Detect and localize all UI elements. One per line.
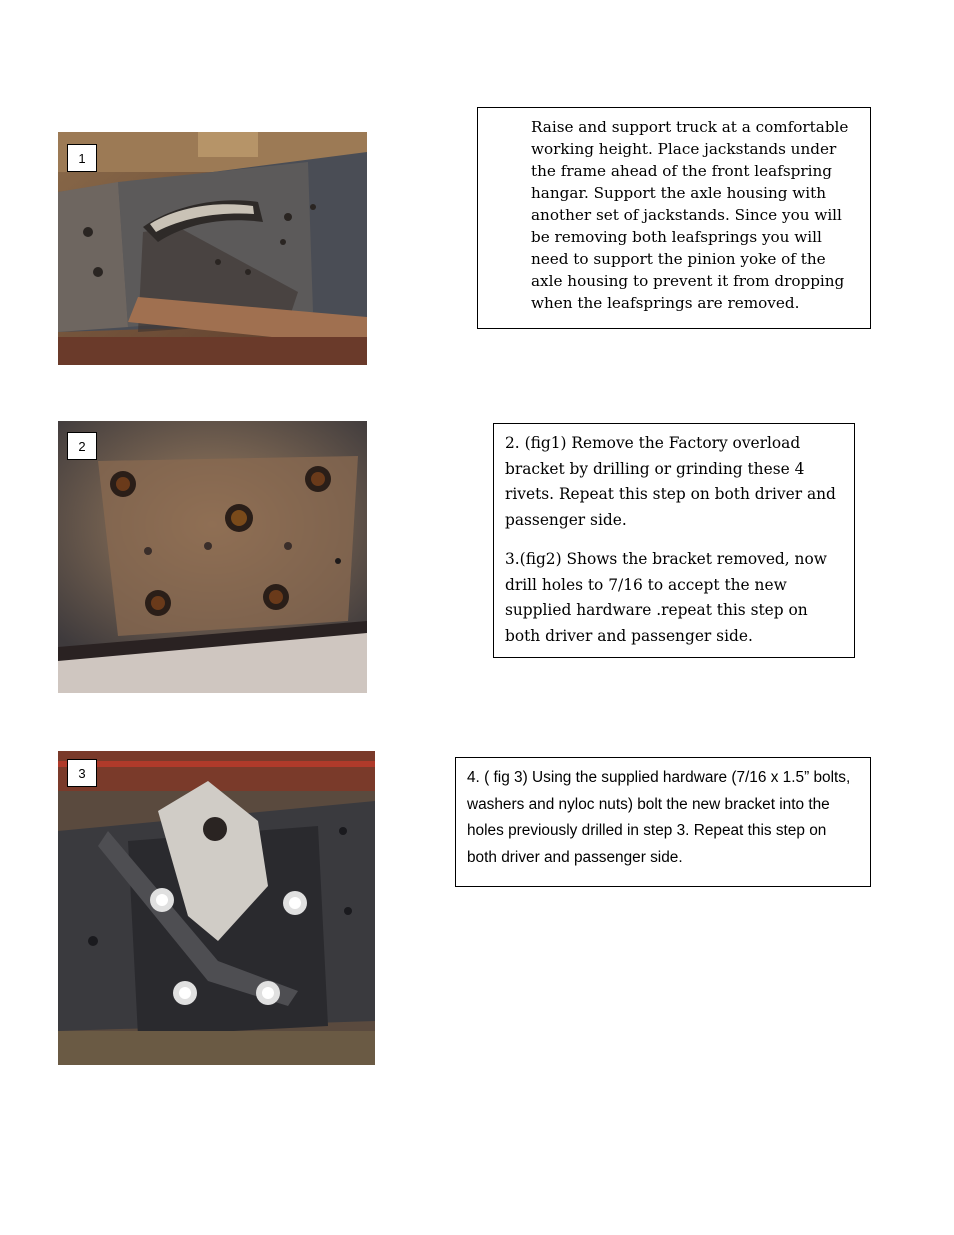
steps-2-3-textbox (493, 423, 855, 658)
figure-3-label: 3 (67, 759, 97, 787)
step-2-text: 2. (fig1) Remove the Factory overload bracket by drilling or grinding these 4 rivets. Repeat this step on both driver and passenger side. (505, 434, 836, 529)
figure-3-photo (58, 751, 375, 1065)
figure-2-photo (58, 421, 367, 693)
figure-2-label: 2 (67, 432, 97, 460)
figure-1-photo (58, 132, 367, 365)
step-1-text: Raise and support truck at a comfortable working height. Place jackstands under the frame ahead of the front leafspring hangar. Support the axle housing with another set of jackstands. Since you will be removing both leafsprings you will need to support the pinion yoke of the axle housing to prevent it from dropping when the leafsprings are removed. (531, 118, 849, 312)
step-3-text: 3.(fig2) Shows the bracket removed, now drill holes to 7/16 to accept the new supplied hardware .repeat this step on both driver and passenger side. (505, 550, 827, 645)
step-1-textbox (477, 107, 871, 329)
step-4-textbox (455, 757, 871, 887)
figure-1-label: 1 (67, 144, 97, 172)
step-4-text: 4. ( fig 3) Using the supplied hardware (7/16 x 1.5” bolts, washers and nyloc nuts) bolt the new bracket into the holes previously drilled in step 3. Repeat this step on both driver and passenger side. (467, 769, 851, 866)
